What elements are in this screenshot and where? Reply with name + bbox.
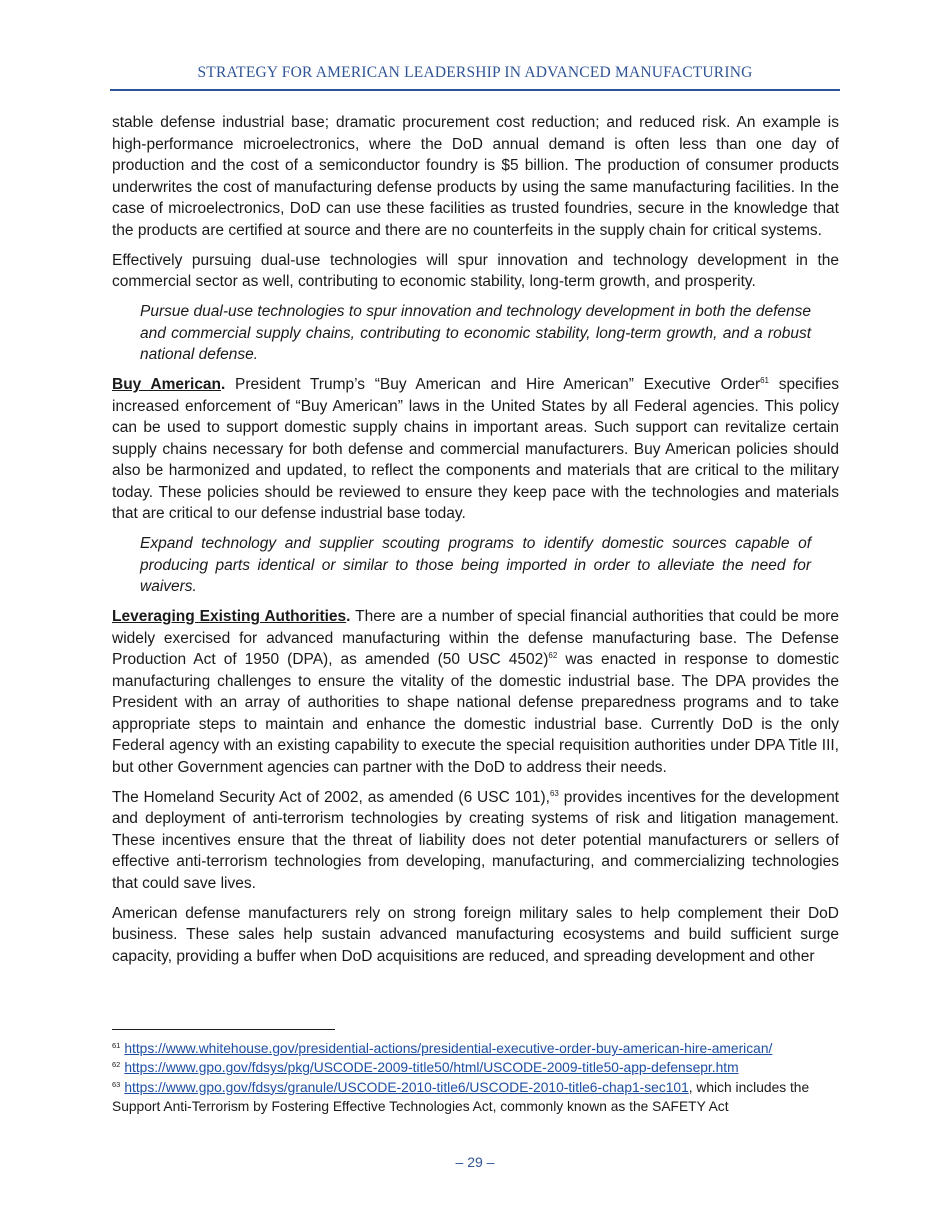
footnote-ref-62[interactable]: 62: [548, 651, 558, 660]
footnote-separator: [112, 1029, 335, 1030]
paragraph-leveraging-authorities: [112, 606, 839, 778]
footnote-ref-61[interactable]: 61: [760, 376, 770, 385]
header-rule: [110, 89, 840, 91]
footnotes: [112, 1039, 842, 1116]
buy-american-text-b: specifies increased enforcement of “Buy American” laws in the United States by all Federal agencies. This policy can be used to support domestic supply chains in important areas. Such support can revitalize certain supply chains necessary for both defense and commercial manufacturers. Buy American policies should also be harmonized and updated, to reflect the components and materials that are critical to the military today. These policies should be reviewed to ensure they keep pace with the technologies and materials that are critical to our defense industrial base today.: [112, 376, 839, 522]
footnote-link[interactable]: https://www.gpo.gov/fdsys/granule/USCODE-2010-title6/USCODE-2010-title6-chap1-sec101: [124, 1079, 689, 1095]
footnote-number: 61: [112, 1041, 121, 1050]
leveraging-text-a: There are a number of special financial authorities that could be more widely exercised for advanced manufacturing within the defense manufacturing base. The Defense Production Act of 1950 (DPA), as amended (50 USC 4502): [112, 608, 839, 668]
footnote-61: [112, 1039, 842, 1058]
paragraph-dual-use-continued: stable defense industrial base; dramatic procurement cost reduction; and reduced risk. An example is high-performance microelectronics, where the DoD annual demand is often less than one day of production and the cost of a semiconductor foundry is $5 billion. The production of consumer products underwrites the cost of manufacturing defense products by using the same manufacturing facilities. In the case of microelectronics, DoD can use these facilities as trusted foundries, secure in the knowledge that the products are certified at source and there are no counterfeits in the supply chain for critical systems.: [112, 114, 839, 239]
homeland-text-b: provides incentives for the development and deployment of anti-terrorism technologies by creating systems of risk and litigation management. These incentives ensure that the threat of liability does not deter potential manufacturers or sellers of effective anti-terrorism technologies from developing, manufacturing, and commercializing technologies that could save lives.: [112, 788, 839, 892]
heading-period: .: [221, 376, 226, 393]
paragraph-homeland-security: [112, 787, 839, 895]
leveraging-heading: Leveraging Existing Authorities: [112, 608, 347, 625]
recommendation-dual-use: Pursue dual-use technologies to spur innovation and technology development in both the defense and commercial supply chains, contributing to economic stability, long-term growth, and a robust national defense.: [140, 303, 811, 363]
paragraph-buy-american: [112, 374, 839, 525]
footnote-number: 63: [112, 1079, 121, 1089]
page-number: – 29 –: [455, 1154, 495, 1170]
footnote-62: [112, 1058, 842, 1077]
buy-american-heading: Buy American: [112, 376, 222, 393]
running-header: STRATEGY FOR AMERICAN LEADERSHIP IN ADVANCED MANUFACTURING: [197, 64, 753, 81]
footnote-63: [112, 1078, 842, 1117]
footnote-number: 62: [112, 1060, 121, 1070]
buy-american-text-a: President Trump’s “Buy American and Hire American” Executive Order: [225, 376, 761, 393]
paragraph-dual-use-summary: Effectively pursuing dual-use technologies will spur innovation and technology development in the commercial sector as well, contributing to economic stability, long-term growth, and prosperity.: [112, 251, 839, 290]
heading-period: .: [346, 608, 351, 625]
paragraph-foreign-military-sales: American defense manufacturers rely on strong foreign military sales to help complement their DoD business. These sales help sustain advanced manufacturing ecosystems and build sufficient surge capacity, providing a buffer when DoD acquisitions are reduced, and spreading development and other: [112, 904, 839, 965]
footnote-suffix: , which includes the Support Anti-Terrorism by Fostering Effective Technologies Act, commonly known as the SAFETY Act: [112, 1079, 810, 1114]
footnote-ref-63[interactable]: 63: [549, 788, 559, 798]
leveraging-text-b: was enacted in response to domestic manufacturing challenges to ensure the vitality of the domestic industrial base. The DPA provides the President with an array of authorities to shape national defense preparedness programs and to take appropriate steps to maintain and enhance the domestic industrial base. Currently DoD is the only Federal agency with an existing capability to execute the special requisition authorities under DPA Title III, but other Government agencies can partner with the DoD to address their needs.: [112, 651, 839, 776]
recommendation-scouting: Expand technology and supplier scouting programs to identify domestic sources capable of producing parts identical or similar to those being imported in order to alleviate the need for waivers.: [140, 535, 811, 595]
homeland-text-a: The Homeland Security Act of 2002, as amended (6 USC 101),: [112, 788, 550, 806]
body-content: [112, 112, 839, 976]
footnote-link[interactable]: https://www.gpo.gov/fdsys/pkg/USCODE-2009-title50/html/USCODE-2009-title50-app-defensepr.htm: [124, 1060, 739, 1076]
footnote-link[interactable]: https://www.whitehouse.gov/presidential-actions/presidential-executive-order-buy-american-hire-american/: [124, 1041, 773, 1056]
